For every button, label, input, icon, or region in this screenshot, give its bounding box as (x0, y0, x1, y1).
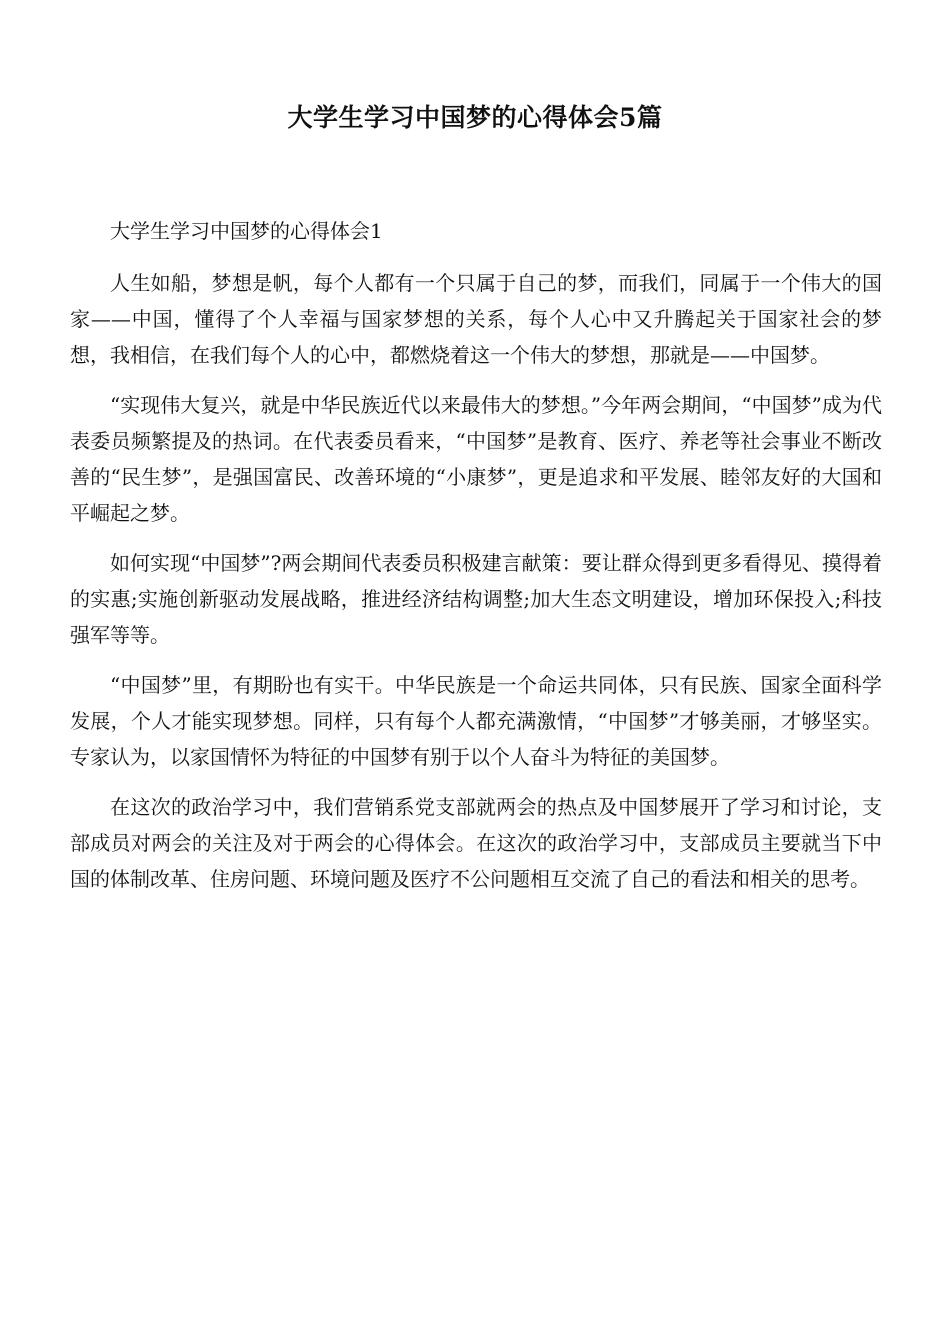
paragraph-3: 如何实现“中国梦”?两会期间代表委员积极建言献策：要让群众得到更多看得见、摸得着的实惠;实施创新驱动发展战略，推进经济结构调整;加大生态文明建设，增加环保投入;科技强军等等。 (70, 551, 882, 647)
document-body (70, 213, 882, 911)
paragraph-5: 在这次的政治学习中，我们营销系党支部就两会的热点及中国梦展开了学习和讨论，支部成员对两会的关注及对于两会的心得体会。在这次的政治学习中，支部成员主要就当下中国的体制改革、住房问题、环境问题及医疗不公问题相互交流了自己的看法和相关的思考。 (70, 795, 882, 891)
section-heading: 大学生学习中国梦的心得体会1 (110, 219, 383, 243)
paragraph-4: “中国梦”里，有期盼也有实干。中华民族是一个命运共同体，只有民族、国家全面科学发展，个人才能实现梦想。同样，只有每个人都充满激情，“中国梦”才够美丽，才够坚实。专家认为，以家国情怀为特征的中国梦有别于以个人奋斗为特征的美国梦。 (70, 673, 882, 769)
paragraph-1: 人生如船，梦想是帆，每个人都有一个只属于自己的梦，而我们，同属于一个伟大的国家——中国，懂得了个人幸福与国家梦想的关系，每个人心中又升腾起关于国家社会的梦想，我相信，在我们每个人的心中，都燃烧着这一个伟大的梦想，那就是——中国梦。 (70, 271, 882, 367)
paragraph-2: “实现伟大复兴，就是中华民族近代以来最伟大的梦想。”今年两会期间，“中国梦”成为代表委员频繁提及的热词。在代表委员看来，“中国梦”是教育、医疗、养老等社会事业不断改善的“民生梦”，是强国富民、改善环境的“小康梦”，更是追求和平发展、睦邻友好的大国和平崛起之梦。 (70, 393, 882, 525)
document-title: 大学生学习中国梦的心得体会5篇 (287, 103, 663, 132)
